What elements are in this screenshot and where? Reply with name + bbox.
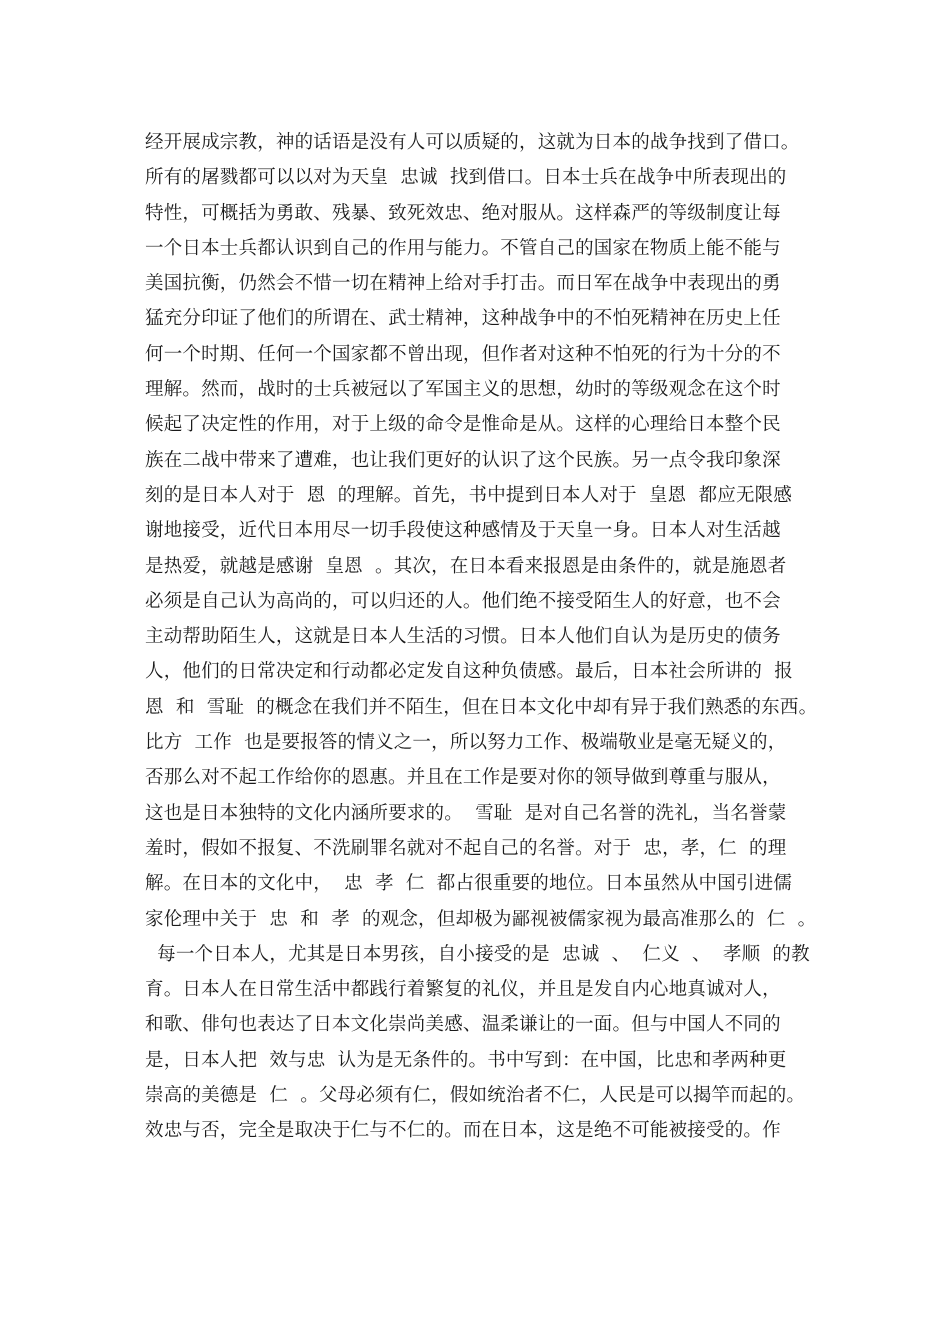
text-line: 比方 工作 也是要报答的情义之一，所以努力工作、极端敬业是毫无疑义的， xyxy=(145,732,787,754)
text-line: 族在二战中带来了遭难，也让我们更好的认识了这个民族。另一点令我印象深 xyxy=(145,449,781,471)
text-line: 谢地接受，近代日本用尽一切手段使这种感情及于天皇一身。日本人对生活越 xyxy=(145,520,781,542)
text-line: 美国抗衡，仍然会不惜一切在精神上给对手打击。而日军在战争中表现出的勇 xyxy=(145,273,781,295)
text-line: 理解。然而，战时的士兵被冠以了军国主义的思想，幼时的等级观念在这个时 xyxy=(145,379,781,401)
text-line: 效忠与否，完全是取决于仁与不仁的。而在日本，这是绝不可能被接受的。作 xyxy=(145,1120,781,1142)
text-line: 是，日本人把 效与忠 认为是无条件的。书中写到：在中国，比忠和孝两种更 xyxy=(145,1049,787,1071)
text-line: 人，他们的日常决定和行动都必定发自这种负债感。最后，日本社会所讲的 报 xyxy=(145,661,793,683)
text-line: 育。日本人在日常生活中都践行着繁复的礼仪，并且是发自内心地真诚对人， xyxy=(145,979,781,1001)
text-line: 主动帮助陌生人，这就是日本人生活的习惯。日本人他们自认为是历史的债务 xyxy=(145,626,781,648)
text-line: 这也是日本独特的文化内涵所要求的。 雪耻 是对自己名誉的洗礼，当名誉蒙 xyxy=(145,802,787,824)
text-line: 每一个日本人，尤其是日本男孩，自小接受的是 忠诚 、 仁义 、 孝顺 的教 xyxy=(145,943,810,965)
text-line: 猛充分印证了他们的所谓在、武士精神，这种战争中的不怕死精神在历史上任 xyxy=(145,308,781,330)
text-line: 必须是自己认为高尚的，可以归还的人。他们绝不接受陌生人的好意，也不会 xyxy=(145,590,781,612)
text-line: 和歌、俳句也表达了日本文化崇尚美感、温柔谦让的一面。但与中国人不同的 xyxy=(145,1014,781,1036)
text-line: 崇高的美德是 仁 。父母必须有仁，假如统治者不仁，人民是可以揭竿而起的。 xyxy=(145,1085,806,1107)
text-line: 解。在日本的文化中， 忠 孝 仁 都占很重要的地位。日本虽然从中国引进儒 xyxy=(145,873,793,895)
text-line: 恩 和 雪耻 的概念在我们并不陌生，但在日本文化中却有异于我们熟悉的东西。 xyxy=(145,696,818,718)
text-line: 是热爱，就越是感谢 皇恩 。其次，在日本看来报恩是由条件的，就是施恩者 xyxy=(145,555,787,577)
text-line: 家伦理中关于 忠 和 孝 的观念，但却极为鄙视被儒家视为最高准那么的 仁 。 xyxy=(145,908,817,930)
text-line: 何一个时期、任何一个国家都不曾出现，但作者对这种不怕死的行为十分的不 xyxy=(145,343,781,365)
text-line: 一个日本士兵都认识到自己的作用与能力。不管自己的国家在物质上能不能与 xyxy=(145,237,781,259)
text-line: 刻的是日本人对于 恩 的理解。首先，书中提到日本人对于 皇恩 都应无限感 xyxy=(145,484,793,506)
body-text xyxy=(145,125,835,1149)
text-line: 候起了决定性的作用，对于上级的命令是惟命是从。这样的心理给日本整个民 xyxy=(145,414,781,436)
text-line: 羞时，假如不报复、不洗刷罪名就对不起自己的名誉。对于 忠，孝，仁 的理 xyxy=(145,837,787,859)
text-line: 否那么对不起工作给你的恩惠。并且在工作是要对你的领导做到尊重与服从， xyxy=(145,767,781,789)
text-line: 经开展成宗教，神的话语是没有人可以质疑的，这就为日本的战争找到了借口。 xyxy=(145,132,800,153)
text-line: 所有的屠戮都可以以对为天皇 忠诚 找到借口。日本士兵在战争中所表现出的 xyxy=(145,167,787,189)
text-line: 特性，可概括为勇敢、残暴、致死效忠、绝对服从。这样森严的等级制度让每 xyxy=(145,202,781,224)
